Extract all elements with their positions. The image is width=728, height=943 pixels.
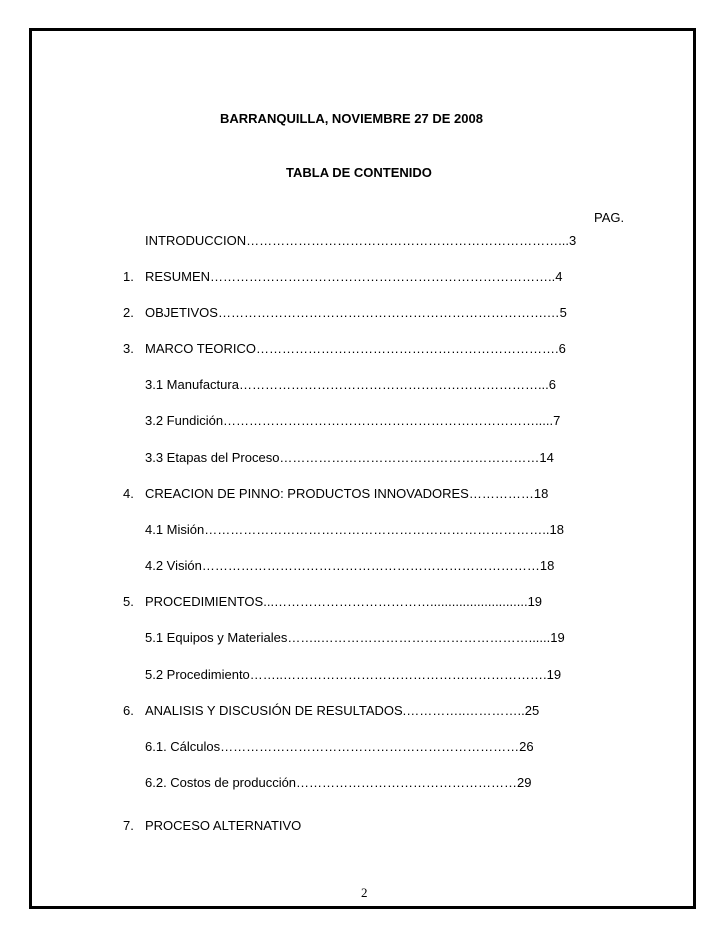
toc-entry-text: OBJETIVOS………………………………………………………………….…5 (145, 305, 567, 320)
toc-entry-text: 3.3 Etapas del Proceso……………………………………………………14 (145, 450, 554, 465)
toc-entry-text: ANALISIS Y DISCUSIÓN DE RESULTADOS.…………..…………..25 (145, 703, 540, 718)
page-title: TABLA DE CONTENIDO (286, 165, 432, 180)
toc-entry-text: INTRODUCCION………………………………………………………………...3 (145, 233, 577, 248)
toc-entry-number: 6. (123, 703, 134, 718)
city-date-heading: BARRANQUILLA, NOVIEMBRE 27 DE 2008 (220, 111, 483, 126)
toc-entry-number: 7. (123, 818, 134, 833)
toc-entry-text: RESUMEN……………………………………………………………………..4 (145, 269, 563, 284)
toc-entry-number: 1. (123, 269, 134, 284)
toc-entry-number: 5. (123, 594, 134, 609)
toc-entry-text: 6.1. Cálculos……………………………………………………………26 (145, 739, 534, 754)
toc-entry-number: 2. (123, 305, 134, 320)
toc-entry-number: 3. (123, 341, 134, 356)
toc-entry-text: CREACION DE PINNO: PRODUCTOS INNOVADORES……………18 (145, 486, 549, 501)
toc-entry-text: 3.1 Manufactura……………………………………………………………...6 (145, 377, 557, 392)
toc-entry-text: 3.2 Fundición……………………………………………………………….....7 (145, 413, 561, 428)
toc-entry-number: 4. (123, 486, 134, 501)
page-column-label: PAG. (594, 210, 625, 225)
toc-entry-text: MARCO TEORICO…………………………………………………………….6 (145, 341, 566, 356)
toc-entry-text: 5.1 Equipos y Materiales……..…………………………………………......19 (145, 630, 565, 645)
toc-entry-text: PROCESO ALTERNATIVO (145, 818, 302, 833)
toc-entry-text: PROCEDIMIENTOS...………………………………...........................19 (145, 594, 543, 609)
toc-entry-text: 4.1 Misión……………………………………………………………………..18 (145, 522, 564, 537)
page-number: 2 (361, 885, 368, 900)
toc-entry-text: 4.2 Visión……………………………………………………………………18 (145, 558, 555, 573)
toc-entry-text: 5.2 Procedimiento……..…………………………………………………….19 (145, 667, 562, 682)
toc-entry-text: 6.2. Costos de producción……………………………………………29 (145, 775, 532, 790)
